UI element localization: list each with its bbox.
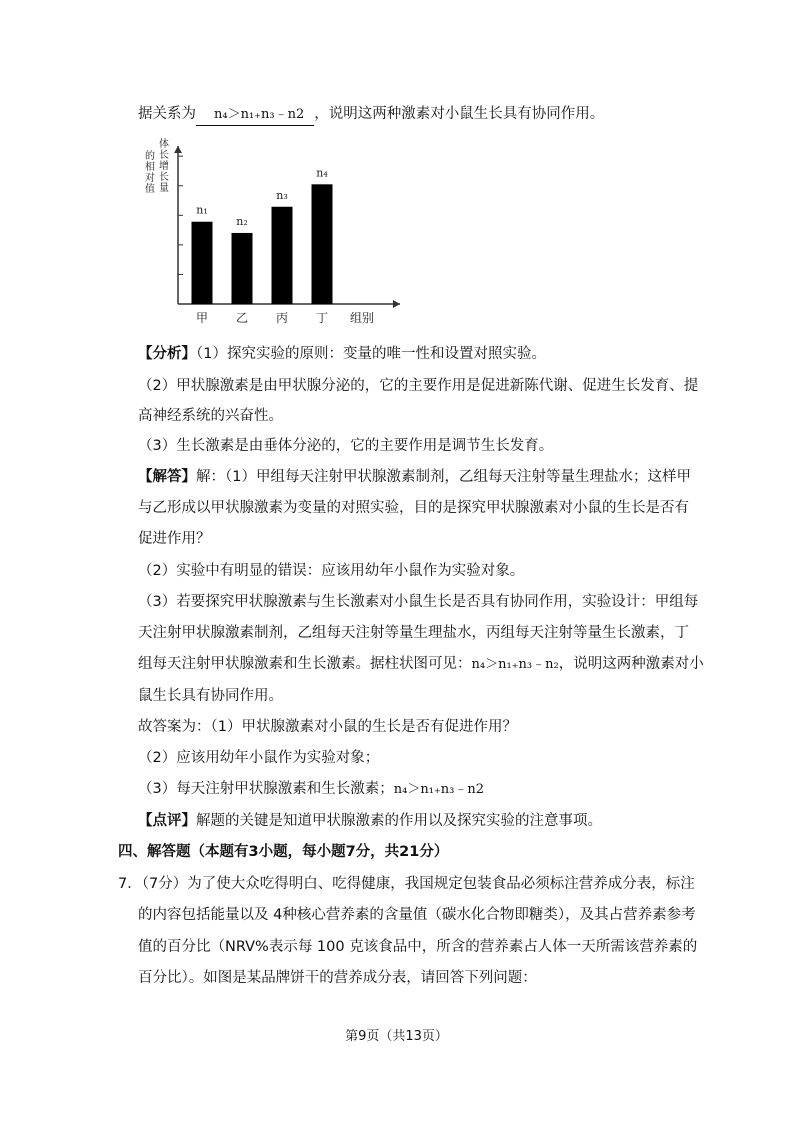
x-tick-label-2: 乙	[235, 311, 249, 325]
answer-line-2: 与乙形成以甲状腺激素为变量的对照实验，目的是探究甲状腺激素对小鼠的生长是否有	[138, 500, 689, 516]
line-suffix: ，说明这两种激素对小鼠生长具有协同作用。	[314, 106, 605, 122]
final-line-1: 故答案为：（1）甲状腺激素对小鼠的生长是否有促进作用？	[138, 719, 517, 735]
chart-ylabel-right: 体长增长量	[156, 138, 168, 193]
analysis-line-1: 【分析】（1）探究实验的原则：变量的唯一性和设置对照实验。	[138, 346, 546, 362]
chart-ylabel-left: 的相对值	[142, 150, 154, 194]
x-axis-label: 组别	[349, 311, 375, 325]
answer-line-7: 组每天注射甲状腺激素和生长激素。据柱状图可见：n₄＞n₁₊n₃﹣n₂，说明这两种激素对小	[138, 656, 704, 672]
comment-line: 【点评】解题的关键是知道甲状腺激素的作用以及探究实验的注意事项。	[138, 813, 602, 829]
section-heading: 四、解答题（本题有3小题，每小题7分，共21分）	[118, 844, 449, 860]
bar-label-2: n₂	[236, 214, 248, 228]
bar-2	[232, 233, 253, 304]
x-tick-label-3: 丙	[275, 311, 289, 325]
final-formula: n₄＞n₁₊n₃﹣n2	[393, 782, 484, 797]
line-prefix: 据关系为	[138, 106, 196, 122]
page-footer: 第9页（共13页）	[345, 1029, 448, 1044]
q7-line-4: 百分比）。如图是某品牌饼干的营养成分表，请回答下列问题：	[138, 970, 537, 986]
analysis-tag: 【分析】	[138, 346, 196, 362]
analysis-line-3: 高神经系统的兴奋性。	[138, 408, 283, 424]
answer-formula: n₄＞n₁₊n₃﹣n₂	[471, 657, 559, 672]
answer-line-8: 鼠生长具有协同作用。	[138, 688, 283, 704]
answer-line-1: 【解答】解：（1）甲组每天注射甲状腺激素制剂，乙组每天注射等量生理盐水；这样甲	[138, 469, 691, 485]
x-axis-arrow	[393, 300, 400, 308]
x-tick-label-1: 甲	[195, 311, 209, 325]
answer-line-5: （3）若要探究甲状腺激素与生长激素对小鼠生长是否具有协同作用，实验设计：甲组每	[138, 594, 699, 610]
answer-blank: n₄＞n₁₊n₃﹣n2	[196, 105, 314, 126]
final-line-2: （2）应该用幼年小鼠作为实验对象；	[138, 750, 380, 766]
bar-label-4: n₄	[316, 166, 328, 180]
comment-tag: 【点评】	[138, 813, 196, 829]
bar-1	[192, 222, 213, 304]
bar-chart	[138, 132, 418, 330]
analysis-line-4: （3）生长激素是由垂体分泌的，它的主要作用是调节生长发育。	[138, 438, 554, 454]
answer-line-6: 天注射甲状腺激素制剂，乙组每天注射等量生理盐水，丙组每天注射等量生长激素，丁	[138, 625, 689, 641]
q7-line-2: 的内容包括能量以及 4种核心营养素的含量值（碳水化合物即糖类），及其占营养素参考	[138, 907, 696, 923]
analysis-line-2: （2）甲状腺激素是由甲状腺分泌的，它的主要作用是促进新陈代谢、促进生长发育、提	[138, 378, 699, 394]
answer-line-4: （2）实验中有明显的错误：应该用幼年小鼠作为实验对象。	[138, 563, 525, 579]
q7-line-3: 值的百分比（NRV%表示每 100 克该食品中，所含的营养素占人体一天所需该营养素的	[138, 939, 698, 955]
answer-line-top	[138, 104, 604, 126]
bar-3	[272, 207, 293, 304]
answer-tag: 【解答】	[138, 469, 196, 485]
bar-label-1: n₁	[196, 203, 208, 217]
final-line-3: （3）每天注射甲状腺激素和生长激素；n₄＞n₁₊n₃﹣n2	[138, 781, 484, 797]
answer-line-3: 促进作用？	[138, 531, 211, 547]
q7-line-1: 7．（7分）为了使大众吃得明白、吃得健康，我国规定包装食品必须标注营养成分表，标注	[118, 876, 695, 892]
bar-4	[312, 184, 333, 304]
bar-label-3: n₃	[276, 188, 288, 202]
x-tick-label-4: 丁	[315, 311, 329, 325]
y-axis-arrow	[174, 146, 182, 153]
